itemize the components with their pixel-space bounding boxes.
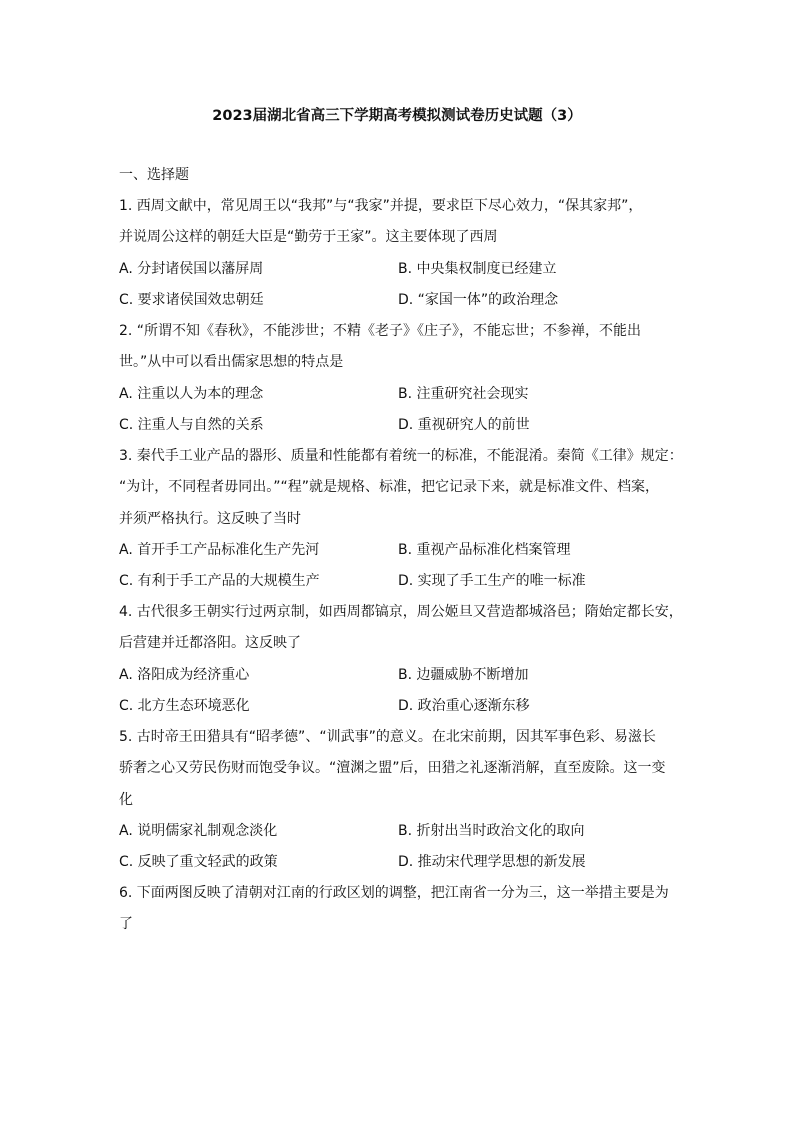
question-2-option-c: C. 注重人与自然的关系	[119, 417, 264, 433]
question-4-option-b: B. 边疆威胁不断增加	[398, 667, 529, 683]
question-4-option-d: D. 政治重心逐渐东移	[398, 698, 530, 714]
question-3-option-a: A. 首开手工产品标准化生产先河	[119, 542, 320, 558]
question-5-line-1: 5. 古时帝王田猎具有“昭孝德”、“训武事”的意义。在北宋前期，因其军事色彩、易滋长	[119, 729, 656, 745]
question-3-line-2: “为计，不同程者毋同出。”“程”就是规格、标准，把它记录下来，就是标准文件、档案，	[119, 479, 660, 495]
question-5-option-d: D. 推动宋代理学思想的新发展	[398, 854, 586, 870]
question-1-option-c: C. 要求诸侯国效忠朝廷	[119, 292, 264, 308]
question-1-option-d: D. “家国一体”的政治理念	[398, 292, 559, 308]
question-2-line-1: 2. “所谓不知《春秋》，不能涉世；不精《老子》《庄子》，不能忘世；不参禅，不能出	[119, 323, 642, 339]
question-2-option-d: D. 重视研究人的前世	[398, 417, 530, 433]
question-3-option-d: D. 实现了手工生产的唯一标准	[398, 573, 586, 589]
question-5-line-2: 骄奢之心又劳民伤财而饱受争议。“澶渊之盟”后，田猎之礼逐渐消解，直至废除。这一变	[119, 760, 666, 776]
question-1-option-b: B. 中央集权制度已经建立	[398, 261, 557, 277]
question-2-option-b: B. 注重研究社会现实	[398, 386, 529, 402]
section-heading: 一、选择题	[119, 167, 189, 183]
question-2-line-2: 世。”从中可以看出儒家思想的特点是	[119, 354, 344, 370]
question-4-line-2: 后营建并迁都洛阳。这反映了	[119, 635, 301, 651]
question-5-option-a: A. 说明儒家礼制观念淡化	[119, 823, 278, 839]
question-4-line-1: 4. 古代很多王朝实行过两京制，如西周都镐京，周公姬旦又营造都城洛邑；隋始定都长安，	[119, 604, 683, 620]
question-6-line-1: 6. 下面两图反映了清朝对江南的行政区划的调整，把江南省一分为三，这一举措主要是为	[119, 885, 669, 901]
question-5-line-3: 化	[119, 792, 133, 808]
question-5-option-c: C. 反映了重文轻武的政策	[119, 854, 278, 870]
question-1-line-1: 1. 西周文献中，常见周王以“我邦”与“我家”并提，要求臣下尽心效力，“保其家邦”，	[119, 198, 643, 214]
question-1-line-2: 并说周公这样的朝廷大臣是“勤劳于王家”。这主要体现了西周	[119, 229, 498, 245]
question-2-option-a: A. 注重以人为本的理念	[119, 386, 264, 402]
page-title: 2023届湖北省高三下学期高考模拟测试卷历史试题（3）	[212, 108, 582, 124]
question-6-line-2: 了	[119, 916, 133, 932]
question-3-option-b: B. 重视产品标准化档案管理	[398, 542, 571, 558]
question-3-line-1: 3. 秦代手工业产品的器形、质量和性能都有着统一的标准，不能混淆。秦简《工律》规定：	[119, 448, 683, 464]
question-1-option-a: A. 分封诸侯国以藩屏周	[119, 261, 264, 277]
question-3-option-c: C. 有利于手工产品的大规模生产	[119, 573, 320, 589]
question-5-option-b: B. 折射出当时政治文化的取向	[398, 823, 585, 839]
question-3-line-3: 并须严格执行。这反映了当时	[119, 511, 301, 527]
question-4-option-c: C. 北方生态环境恶化	[119, 698, 250, 714]
question-4-option-a: A. 洛阳成为经济重心	[119, 667, 250, 683]
